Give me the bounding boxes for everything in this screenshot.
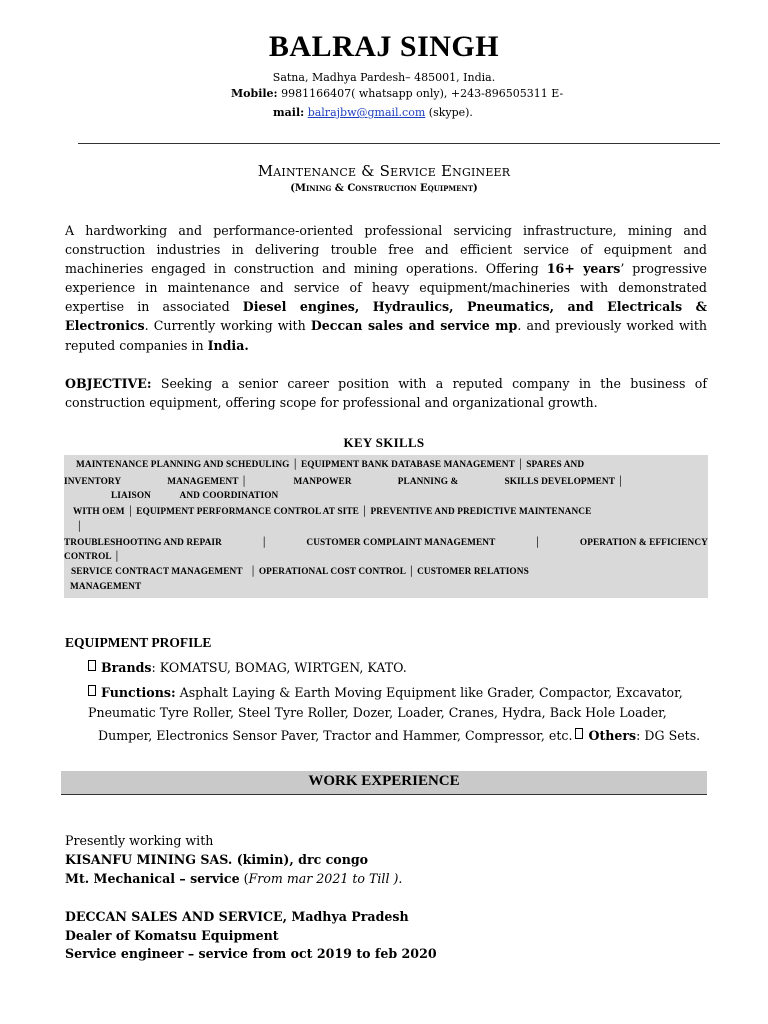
mobile-line xyxy=(231,87,571,100)
period-1: From mar 2021 to Till ). xyxy=(248,871,403,886)
summary-paragraph xyxy=(65,221,707,355)
bullet-icon xyxy=(88,685,96,696)
others-value: : DG Sets. xyxy=(636,728,701,743)
skills-line-6-part: OPERATION & EFFICIENCY xyxy=(579,538,708,548)
functions-text-3: Dumper, Electronics Sensor Paver, Tractor and Hammer, Compressor, etc. xyxy=(98,728,573,743)
summary-bold-expertise: Diesel engines, Hydraulics, Pneumatics, and Electricals & Electronics xyxy=(65,299,707,334)
objective-label: OBJECTIVE: xyxy=(65,376,152,391)
skills-line-2-part: MANPOWER xyxy=(293,477,352,487)
brands-value: : KOMATSU, BOMAG, WIRTGEN, KATO. xyxy=(151,660,407,675)
skills-line-6-part: TROUBLESHOOTING AND REPAIR xyxy=(64,538,222,548)
mobile-label: Mobile: xyxy=(231,87,278,100)
skills-line-6-part: │ xyxy=(260,538,268,548)
brands-line xyxy=(88,660,407,675)
summary-bold-years: 16+ years xyxy=(546,261,621,277)
equipment-profile-title: EQUIPMENT PROFILE xyxy=(65,635,212,650)
key-skills-box xyxy=(64,455,708,598)
functions-line-1 xyxy=(88,685,683,700)
summary-text-3: . Currently working with xyxy=(144,318,311,334)
role-subtitle: (Mining & Construction Equipment) xyxy=(290,183,478,194)
summary-text-1: A hardworking and performance-oriented professional servicing infrastructure, mining and construction industries in delivering trouble free and efficient service of equipment and machineries engaged in construction and mining operations. Offering xyxy=(65,223,707,277)
others-label: Others xyxy=(588,728,637,743)
skills-line-6-part: │ xyxy=(534,538,541,548)
skills-line-4: WITH OEM │ EQUIPMENT PERFORMANCE CONTROL AT SITE │ PREVENTIVE AND PREDICTIVE MAINTENANCE xyxy=(73,507,592,517)
role-1: Mt. Mechanical – service xyxy=(65,871,240,886)
summary-text-4: . and previously worked with reputed companies in xyxy=(65,318,707,353)
role-title: Maintenance & Service Engineer xyxy=(257,162,511,180)
present-intro: Presently working with xyxy=(65,833,214,848)
skills-line-2-part: MANAGEMENT │ xyxy=(167,477,248,487)
period-1-open: ( xyxy=(239,871,249,886)
mobile-value: 9981166407( whatsapp only), +243-896505311 E- xyxy=(277,87,564,100)
skills-line-6 xyxy=(64,538,708,548)
functions-line-3 xyxy=(98,728,700,743)
functions-text-1: Asphalt Laying & Earth Moving Equipment like Grader, Compactor, Excavator, xyxy=(175,685,683,700)
skills-line-6-part: CUSTOMER COMPLAINT MANAGEMENT xyxy=(306,538,496,548)
skills-line-9: MANAGEMENT xyxy=(70,582,142,592)
email-line xyxy=(273,106,573,119)
candidate-name: BALRAJ SINGH xyxy=(268,30,500,63)
summary-bold-country: India. xyxy=(207,337,249,353)
skills-line-7: CONTROL │ xyxy=(64,552,121,562)
skills-line-8: SERVICE CONTRACT MANAGEMENT │ OPERATIONAL COST CONTROL │ CUSTOMER RELATIONS xyxy=(71,567,529,577)
summary-bold-employer: Deccan sales and service mp xyxy=(310,318,518,334)
skills-line-2-part: INVENTORY xyxy=(64,477,122,487)
summary-text-2: ’ progressive experience in maintenance and service of heavy equipment/machineries with demonstrated expertise in associated xyxy=(65,261,708,315)
company-2: DECCAN SALES AND SERVICE, Madhya Pradesh xyxy=(65,909,409,924)
role-1-line xyxy=(65,871,402,886)
functions-line-2: Pneumatic Tyre Roller, Steel Tyre Roller, Dozer, Loader, Cranes, Hydra, Back Hole Loader, xyxy=(88,705,667,720)
bullet-icon xyxy=(575,728,583,739)
bullet-icon xyxy=(88,660,96,671)
skills-line-3: LIAISON AND COORDINATION xyxy=(111,491,279,501)
header-divider xyxy=(78,143,720,144)
skills-line-2-part: PLANNING & xyxy=(397,477,459,487)
company-2-desc: Dealer of Komatsu Equipment xyxy=(65,928,279,943)
email-suffix: (skype). xyxy=(425,106,473,119)
skills-line-2-part: SKILLS DEVELOPMENT │ xyxy=(504,477,624,487)
work-experience-title: WORK EXPERIENCE xyxy=(308,773,460,789)
address: Satna, Madhya Pardesh– 485001, India. xyxy=(272,71,496,84)
objective-text: Seeking a senior career position with a reputed company in the business of construction equipment, offering scope for professional and organizational growth. xyxy=(65,376,707,411)
brands-label: Brands xyxy=(101,660,152,675)
functions-label: Functions: xyxy=(101,685,176,700)
skills-line-1: MAINTENANCE PLANNING AND SCHEDULING │ EQUIPMENT BANK DATABASE MANAGEMENT │ SPARES AND xyxy=(76,460,585,470)
email-label: mail: xyxy=(273,106,305,119)
role-2: Service engineer – service from oct 2019 to feb 2020 xyxy=(65,946,437,961)
skills-line-2 xyxy=(64,477,624,487)
email-link[interactable]: balrajbw@gmail.com xyxy=(307,106,426,119)
key-skills-title: KEY SKILLS xyxy=(343,435,425,450)
skills-line-5: │ xyxy=(76,522,83,532)
company-1: KISANFU MINING SAS. (kimin), drc congo xyxy=(65,852,369,867)
objective-paragraph xyxy=(65,374,707,412)
